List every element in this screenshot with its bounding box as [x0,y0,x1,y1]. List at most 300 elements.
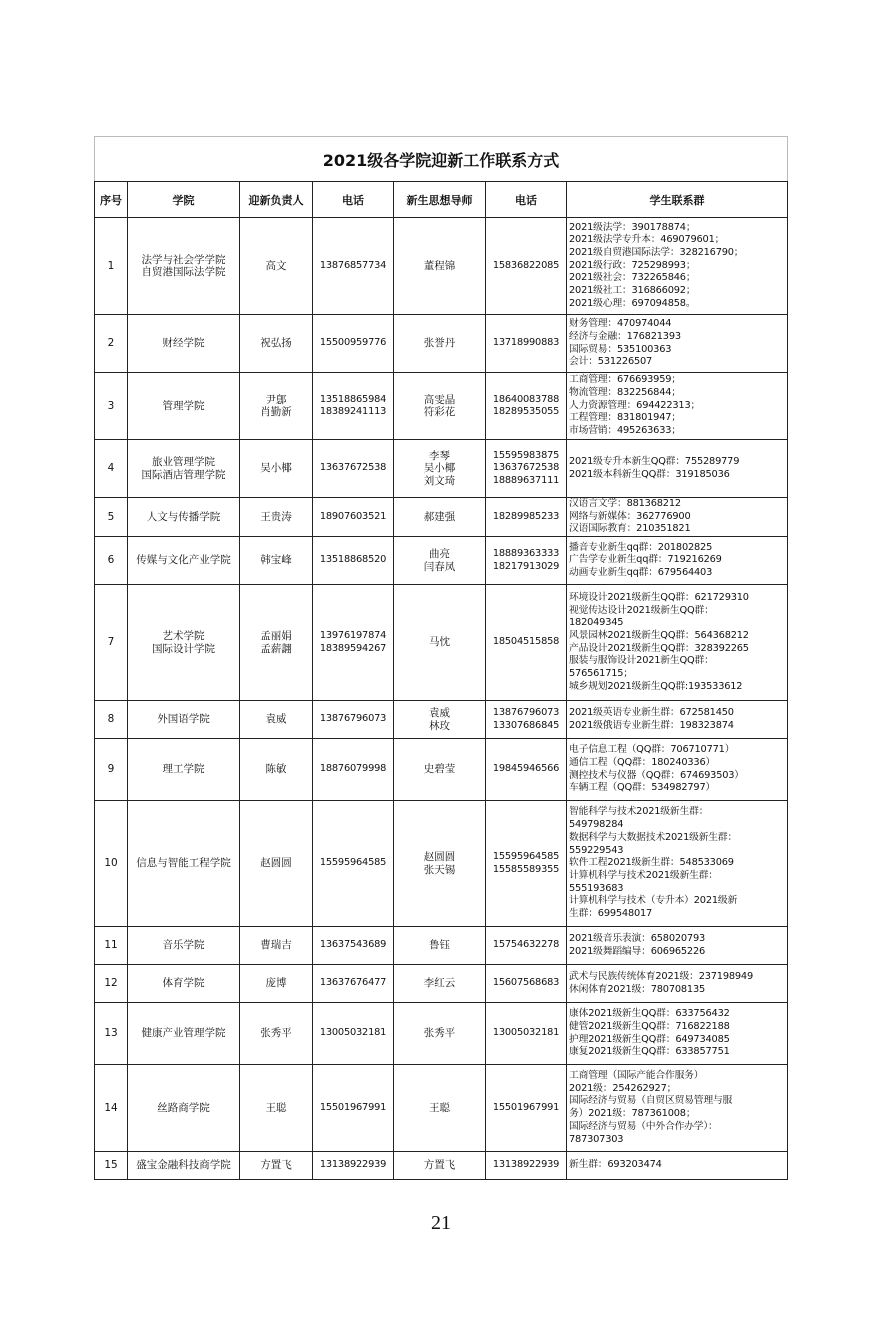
mentor-phone-cell [486,1003,567,1065]
leader-phone: 18876079998 [319,763,387,775]
row-number-cell [95,1065,128,1152]
mentor-name-cell [394,537,486,585]
student-groups: 2021级心理：697094858。 [569,297,696,309]
leader-name-cell [240,440,313,498]
table-row [95,1152,788,1180]
student-groups: 国际贸易：535100363 [569,343,672,355]
leader-phone-cell [313,373,394,440]
mentor-phone-cell [486,498,567,537]
header-mentor: 新生思想导师 [394,182,486,218]
student-groups: 护理2021级新生QQ群：649734085 [569,1033,730,1045]
student-groups-cell [567,537,788,585]
row-number-cell [95,1003,128,1065]
row-number-cell [95,373,128,440]
college-name: 外国语学院 [157,713,210,726]
college-name: 理工学院 [162,763,205,776]
row-number: 10 [104,857,118,870]
student-groups-cell [567,218,788,315]
header-student-groups: 学生联系群 [567,182,788,218]
student-groups-cell [567,1152,788,1180]
row-number: 2 [107,337,115,350]
student-groups-cell [567,315,788,373]
college-name: 旅业管理学院 [152,456,215,468]
leader-name: 高文 [265,259,287,272]
college-name: 信息与智能工程学院 [136,857,231,870]
row-number: 11 [104,939,118,952]
mentor-phone: 18640083788 [492,393,560,405]
table-title: 2021级各学院迎新工作联系方式 [95,137,788,182]
leader-phone-cell [313,218,394,315]
table-row [95,801,788,927]
student-groups: 市场营销：495263633； [569,425,681,437]
student-groups: 新生群：693203474 [569,1159,662,1171]
leader-phone: 18907603521 [319,510,387,522]
mentor-phone: 18504515858 [492,636,560,648]
leader-phone-cell [313,1003,394,1065]
table-row [95,585,788,701]
student-groups: 2021级社工：316866092； [569,285,696,297]
student-groups: 2021级法学：390178874； [569,221,696,233]
row-number-cell [95,701,128,739]
student-groups: 汉语言文学：881368212 [569,498,681,509]
mentor-phone: 15836822085 [492,259,560,271]
mentor-phone-cell [486,927,567,965]
row-number-cell [95,440,128,498]
student-groups: 城乡规划2021级新生QQ群:193533612 [569,680,743,692]
table-row [95,218,788,315]
table-row [95,315,788,373]
mentor-name: 高雯晶 [423,393,456,406]
college-name: 传媒与文化产业学院 [136,554,231,567]
leader-phone-cell [313,1152,394,1180]
header-no: 序号 [95,182,128,218]
student-groups: 576561715； [569,668,633,680]
mentor-phone-cell [486,965,567,1003]
college-name-cell [128,440,240,498]
leader-name-cell [240,701,313,739]
leader-name-cell [240,373,313,440]
mentor-name-cell [394,218,486,315]
mentor-name: 李红云 [423,977,456,990]
student-groups: 2021级本科新生QQ群：319185036 [569,468,730,480]
row-number: 1 [107,259,115,272]
row-number: 15 [104,1159,118,1172]
leader-phone-cell [313,315,394,373]
college-name-cell [128,585,240,701]
row-number: 8 [107,713,115,726]
college-name-cell [128,701,240,739]
mentor-name-cell [394,498,486,537]
mentor-name-cell [394,1065,486,1152]
mentor-name: 方置飞 [423,1159,456,1172]
mentor-phone-cell [486,315,567,373]
student-groups: 务）2021级：787361008； [569,1108,696,1120]
row-number: 6 [107,554,115,567]
mentor-name: 王聪 [429,1101,450,1114]
student-groups: 549798284 [569,819,624,831]
table-row [95,701,788,739]
mentor-name: 林玫 [429,719,450,732]
leader-phone-cell [313,701,394,739]
student-groups-cell [567,965,788,1003]
mentor-phone-cell [486,701,567,739]
mentor-name-cell [394,801,486,927]
leader-phone-cell [313,927,394,965]
student-groups: 559229543 [569,844,624,856]
leader-phone-cell [313,440,394,498]
student-groups: 武术与民族传统体育2021级：237198949 [569,970,753,982]
mentor-name-cell [394,440,486,498]
student-groups: 通信工程（QQ群：180240336） [569,756,716,768]
mentor-name: 郝建强 [423,510,456,523]
mentor-phone: 13718990883 [492,337,560,349]
student-groups: 生群：699548017 [569,908,653,920]
leader-phone-cell [313,537,394,585]
page-number: 21 [431,1212,451,1234]
contact-table [94,136,788,1180]
college-name: 盛宝金融科技商学院 [136,1159,231,1172]
college-name: 健康产业管理学院 [141,1027,226,1040]
mentor-name: 符彩花 [423,406,456,418]
leader-name-cell [240,739,313,801]
student-groups: 计算机科学与技术2021级新生群： [569,869,718,881]
mentor-phone-cell [486,801,567,927]
leader-phone-cell [313,739,394,801]
mentor-phone: 18289535055 [492,406,560,417]
row-number: 5 [107,510,115,523]
row-number-cell [95,537,128,585]
student-groups: 电子信息工程（QQ群：706710771） [569,744,735,756]
leader-phone: 13637672538 [319,462,387,474]
leader-name-cell [240,965,313,1003]
mentor-name: 曲亮 [429,548,450,561]
table-row [95,1065,788,1152]
row-number-cell [95,218,128,315]
mentor-phone: 18289985233 [492,510,560,522]
student-groups-cell [567,498,788,537]
table-row [95,440,788,498]
row-number-cell [95,1152,128,1180]
header-row [95,182,788,218]
college-name: 体育学院 [162,977,205,990]
mentor-phone-cell [486,585,567,701]
table-row [95,537,788,585]
mentor-phone-cell [486,440,567,498]
mentor-phone: 18889637111 [492,474,560,486]
row-number-cell [95,801,128,927]
college-name: 音乐学院 [162,939,205,952]
row-number: 7 [107,636,115,649]
leader-name-cell [240,218,313,315]
leader-name-cell [240,1065,313,1152]
student-groups: 国际经济与贸易（中外合作办学）： [569,1120,718,1132]
leader-name: 王贵涛 [260,510,292,523]
mentor-name: 张誉丹 [423,337,456,350]
college-name-cell [128,498,240,537]
student-groups: 计算机科学与技术（专升本）2021级新 [569,895,738,907]
mentor-name: 张秀平 [423,1027,456,1040]
student-groups-cell [567,701,788,739]
leader-phone: 15501967991 [319,1101,387,1113]
student-groups: 2021级专升本新生QQ群：755289779 [569,455,740,467]
mentor-phone-cell [486,1152,567,1180]
leader-phone: 13518865984 [319,393,387,405]
mentor-name-cell [394,701,486,739]
mentor-name: 李琴 [429,449,450,462]
mentor-phone: 15595983875 [492,449,560,461]
leader-name: 赵圆圆 [260,857,292,870]
college-name: 人文与传播学院 [146,510,221,523]
mentor-phone-cell [486,218,567,315]
student-groups: 健管2021级新生QQ群：716822188 [569,1020,730,1032]
row-number-cell [95,315,128,373]
leader-name-cell [240,498,313,537]
leader-name: 孟丽娟 [260,630,292,643]
student-groups: 2021级行政：725298993； [569,259,696,271]
table-row [95,498,788,537]
leader-name: 曹瑞吉 [260,939,292,952]
college-name: 自贸港国际法学院 [141,266,226,278]
student-groups: 787307303 [569,1133,624,1145]
mentor-phone: 18217913029 [492,560,560,572]
header-mentor-phone: 电话 [486,182,567,218]
student-groups: 环境设计2021级新生QQ群：621729310 [569,591,749,603]
mentor-name: 闫春凤 [423,560,456,573]
leader-phone: 13637676477 [319,977,387,989]
leader-phone: 15595964585 [319,857,387,869]
leader-phone: 18389241113 [319,406,387,417]
row-number: 14 [104,1101,118,1114]
mentor-phone: 13876796073 [492,707,560,719]
student-groups-cell [567,1065,788,1152]
leader-phone-cell [313,498,394,537]
student-groups-cell [567,801,788,927]
college-name: 丝路商学院 [157,1101,210,1114]
student-groups: 车辆工程（QQ群：534982797） [569,782,716,794]
leader-phone-cell [313,965,394,1003]
mentor-phone-cell [486,1065,567,1152]
student-groups: 财务管理：470974044 [569,318,672,330]
college-name-cell [128,1003,240,1065]
student-groups-cell [567,440,788,498]
mentor-name-cell [394,1003,486,1065]
student-groups: 2021级法学专升本：469079601； [569,234,725,246]
mentor-name-cell [394,373,486,440]
table-row [95,927,788,965]
student-groups: 物流管理：832256844； [569,386,681,398]
student-groups: 风景园林2021级新生QQ群：564368212 [569,629,749,641]
mentor-phone-cell [486,739,567,801]
mentor-name-cell [394,585,486,701]
student-groups: 国际经济与贸易（自贸区贸易管理与服 [569,1095,733,1107]
leader-name: 陈敏 [265,763,287,776]
college-name: 财经学院 [162,337,205,350]
student-groups: 2021级舞蹈编导：606965226 [569,945,706,957]
mentor-phone: 13637672538 [492,462,560,474]
row-number-cell [95,927,128,965]
leader-phone: 13518868520 [319,554,387,566]
table-row [95,1003,788,1065]
college-name-cell [128,537,240,585]
mentor-name: 袁威 [429,707,450,720]
leader-name: 尹鄎 [265,393,287,406]
leader-name: 庞博 [265,977,287,990]
college-name-cell [128,373,240,440]
mentor-name: 董程锦 [423,259,456,272]
leader-name: 袁威 [265,713,287,726]
mentor-phone: 19845946566 [492,763,560,775]
mentor-phone: 13005032181 [492,1027,560,1039]
college-name-cell [128,927,240,965]
student-groups: 视觉传达设计2021级新生QQ群： [569,604,714,616]
college-name: 艺术学院 [162,630,205,643]
row-number-cell [95,585,128,701]
table-row [95,965,788,1003]
student-groups: 人力资源管理：694422313； [569,399,701,411]
row-number-cell [95,965,128,1003]
college-name-cell [128,965,240,1003]
mentor-phone-cell [486,537,567,585]
leader-name-cell [240,1152,313,1180]
mentor-phone: 15607568683 [492,977,560,989]
college-name-cell [128,1065,240,1152]
mentor-name-cell [394,1152,486,1180]
mentor-name-cell [394,927,486,965]
mentor-phone: 13307686845 [492,719,560,731]
college-name-cell [128,1152,240,1180]
mentor-name: 马忱 [429,636,450,649]
student-groups: 2021级英语专业新生群：672581450 [569,706,734,718]
mentor-phone: 18889363333 [492,548,560,560]
student-groups: 播音专业新生qq群：201802825 [569,541,713,553]
student-groups: 休闲体育2021级：780708135 [569,983,706,995]
leader-phone: 13976197874 [319,630,387,642]
leader-name: 祝弘扬 [260,337,292,350]
college-name: 管理学院 [162,399,205,412]
student-groups: 动画专业新生qq群：679564403 [569,566,713,578]
student-groups: 工程管理：831801947； [569,412,681,424]
leader-phone-cell [313,801,394,927]
row-number: 13 [104,1027,118,1040]
student-groups: 康体2021级新生QQ群：633756432 [569,1008,730,1020]
student-groups: 会计：531226507 [569,356,653,368]
leader-phone: 13005032181 [319,1027,387,1039]
table-row [95,373,788,440]
college-name-cell [128,739,240,801]
student-groups: 2021级音乐表演：658020793 [569,932,706,944]
mentor-phone-cell [486,373,567,440]
mentor-phone: 15585589355 [492,863,560,875]
student-groups: 康复2021级新生QQ群：633857751 [569,1046,730,1058]
student-groups: 服装与服饰设计2021新生QQ群： [569,655,714,667]
leader-name-cell [240,585,313,701]
college-name: 国际设计学院 [152,642,215,655]
mentor-name: 张天锡 [423,863,456,876]
leader-name-cell [240,1003,313,1065]
student-groups: 经济与金融：176821393 [569,330,681,342]
student-groups: 网络与新媒体：362776900 [569,510,691,522]
row-number: 9 [107,763,115,776]
leader-phone: 13876796073 [319,713,387,725]
leader-name: 肖勤新 [260,406,292,418]
student-groups: 汉语国际教育：210351821 [569,523,691,535]
leader-name: 王聪 [265,1101,287,1114]
student-groups-cell [567,373,788,440]
leader-phone: 18389594267 [319,642,387,654]
header-phone: 电话 [313,182,394,218]
student-groups: 2021级：254262927； [569,1082,677,1094]
leader-phone: 13876857734 [319,259,387,271]
student-groups: 2021级社会：732265846； [569,272,696,284]
student-groups: 广告学专业新生qq群：719216269 [569,554,722,566]
leader-phone-cell [313,585,394,701]
mentor-name-cell [394,965,486,1003]
leader-phone-cell [313,1065,394,1152]
student-groups-cell [567,585,788,701]
mentor-phone: 13138922939 [492,1159,560,1171]
college-name: 国际酒店管理学院 [141,468,226,481]
leader-phone: 13637543689 [319,939,387,951]
student-groups: 测控技术与仪器（QQ群：674693503） [569,769,744,781]
college-name-cell [128,315,240,373]
leader-name: 韩宝峰 [260,554,292,567]
header-leader: 迎新负责人 [240,182,313,218]
mentor-phone: 15501967991 [492,1101,560,1113]
leader-name: 张秀平 [260,1027,292,1040]
college-name-cell [128,218,240,315]
leader-name-cell [240,315,313,373]
student-groups: 数据科学与大数据技术2021级新生群： [569,831,738,843]
mentor-name: 吴小椰 [423,462,456,475]
mentor-name: 史碧莹 [423,763,456,776]
leader-name-cell [240,537,313,585]
student-groups: 2021级俄语专业新生群：198323874 [569,719,734,731]
mentor-name: 鲁钰 [429,939,450,952]
student-groups: 工商管理（国际产能合作服务） [569,1070,704,1081]
row-number-cell [95,498,128,537]
leader-phone: 15500959776 [319,337,387,349]
leader-name: 吴小椰 [260,462,292,475]
student-groups: 2021级自贸港国际法学：328216790； [569,246,744,258]
mentor-name-cell [394,315,486,373]
student-groups-cell [567,1003,788,1065]
student-groups: 智能科学与技术2021级新生群： [569,806,709,818]
row-number: 4 [107,462,115,475]
leader-name-cell [240,801,313,927]
leader-name: 方置飞 [260,1159,292,1172]
table-row [95,739,788,801]
table-body [95,218,788,1180]
row-number: 12 [104,977,118,990]
mentor-name: 赵圆圆 [423,851,456,864]
student-groups: 软件工程2021级新生群：548533069 [569,857,734,869]
row-number-cell [95,739,128,801]
header-college: 学院 [128,182,240,218]
leader-name: 孟薪翿 [260,642,292,655]
college-name-cell [128,801,240,927]
mentor-name: 刘文琦 [423,474,456,487]
student-groups: 工商管理：676693959； [569,374,681,386]
contact-table-sheet [94,136,787,1180]
mentor-name-cell [394,739,486,801]
student-groups-cell [567,739,788,801]
student-groups-cell [567,927,788,965]
leader-name-cell [240,927,313,965]
student-groups: 182049345 [569,617,624,629]
mentor-phone: 15595964585 [492,851,560,863]
row-number: 3 [107,399,115,412]
student-groups: 产品设计2021级新生QQ群：328392265 [569,642,749,654]
